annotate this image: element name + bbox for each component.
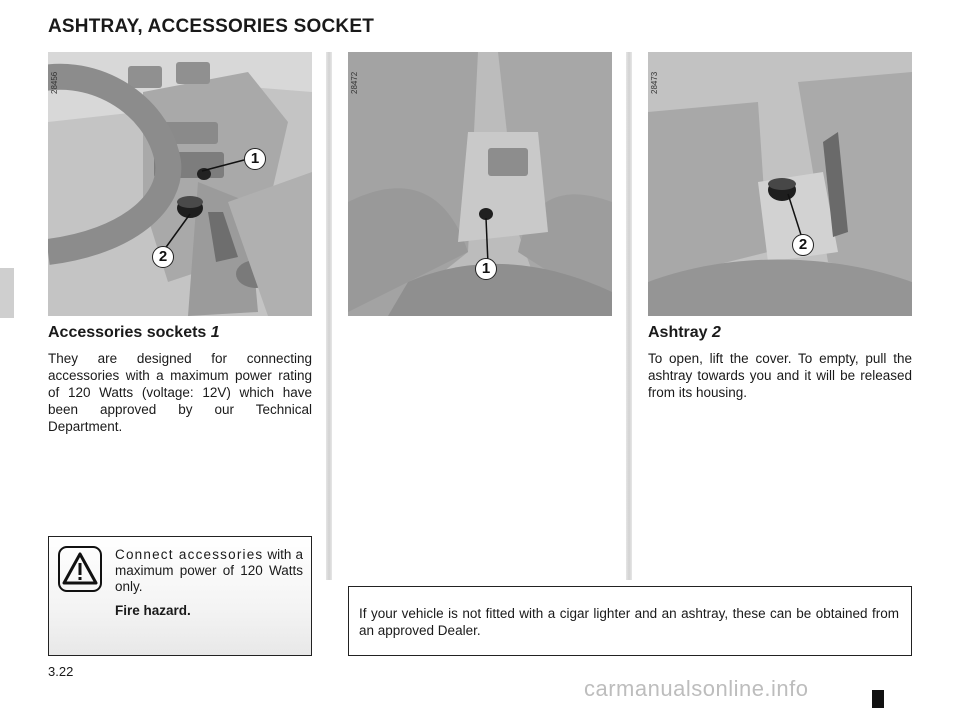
warning-box — [48, 536, 312, 656]
watermark: carmanualsonline.info — [584, 676, 809, 701]
photo-code: 28472 — [350, 71, 359, 94]
photo-code: 28473 — [650, 71, 659, 94]
callout-rear-socket: 1 — [475, 258, 497, 280]
callout-rear-ashtray: 2 — [792, 234, 814, 256]
sockets-ref: 1 — [210, 324, 220, 341]
corner-mark — [872, 690, 884, 708]
photo-dashboard — [48, 52, 312, 316]
note-text: If your vehicle is not fitted with a cigar lighter and an ashtray, these can be obtained from an approved Dealer. — [359, 606, 899, 638]
sockets-body: They are designed for connecting accessories with a maximum power rating of 120 Watts (voltage: 12V) which have been approved by our Technical Department. — [48, 351, 312, 434]
page-number: 3.22 — [48, 664, 74, 679]
ashtray-ref: 2 — [712, 324, 721, 341]
page-title: ASHTRAY, ACCESSORIES SOCKET — [48, 16, 374, 37]
sockets-heading — [48, 324, 220, 342]
ashtray-heading — [648, 324, 721, 342]
warning-rest: with a maximum power of 120 Watts only. — [115, 547, 303, 594]
callout-socket: 1 — [244, 148, 266, 170]
warning-triangle-icon — [58, 546, 102, 592]
ashtray-heading-text: Ashtray — [648, 324, 708, 341]
column-divider — [626, 52, 632, 580]
photo-code: 28456 — [50, 71, 59, 94]
sockets-heading-text: Accessories sockets — [48, 324, 207, 341]
photo-rear-ashtray — [648, 52, 912, 316]
warning-lead: Connect accessories — [115, 547, 264, 562]
section-tab — [0, 268, 14, 318]
ashtray-body: To open, lift the cover. To empty, pull the ashtray towards you and it will be released from its housing. — [648, 351, 912, 400]
photo-rear-console — [348, 52, 612, 316]
callout-ashtray: 2 — [152, 246, 174, 268]
warning-text — [115, 547, 303, 595]
note-box — [348, 586, 912, 656]
warning-emphasis: Fire hazard. — [115, 603, 191, 618]
column-divider — [326, 52, 332, 580]
